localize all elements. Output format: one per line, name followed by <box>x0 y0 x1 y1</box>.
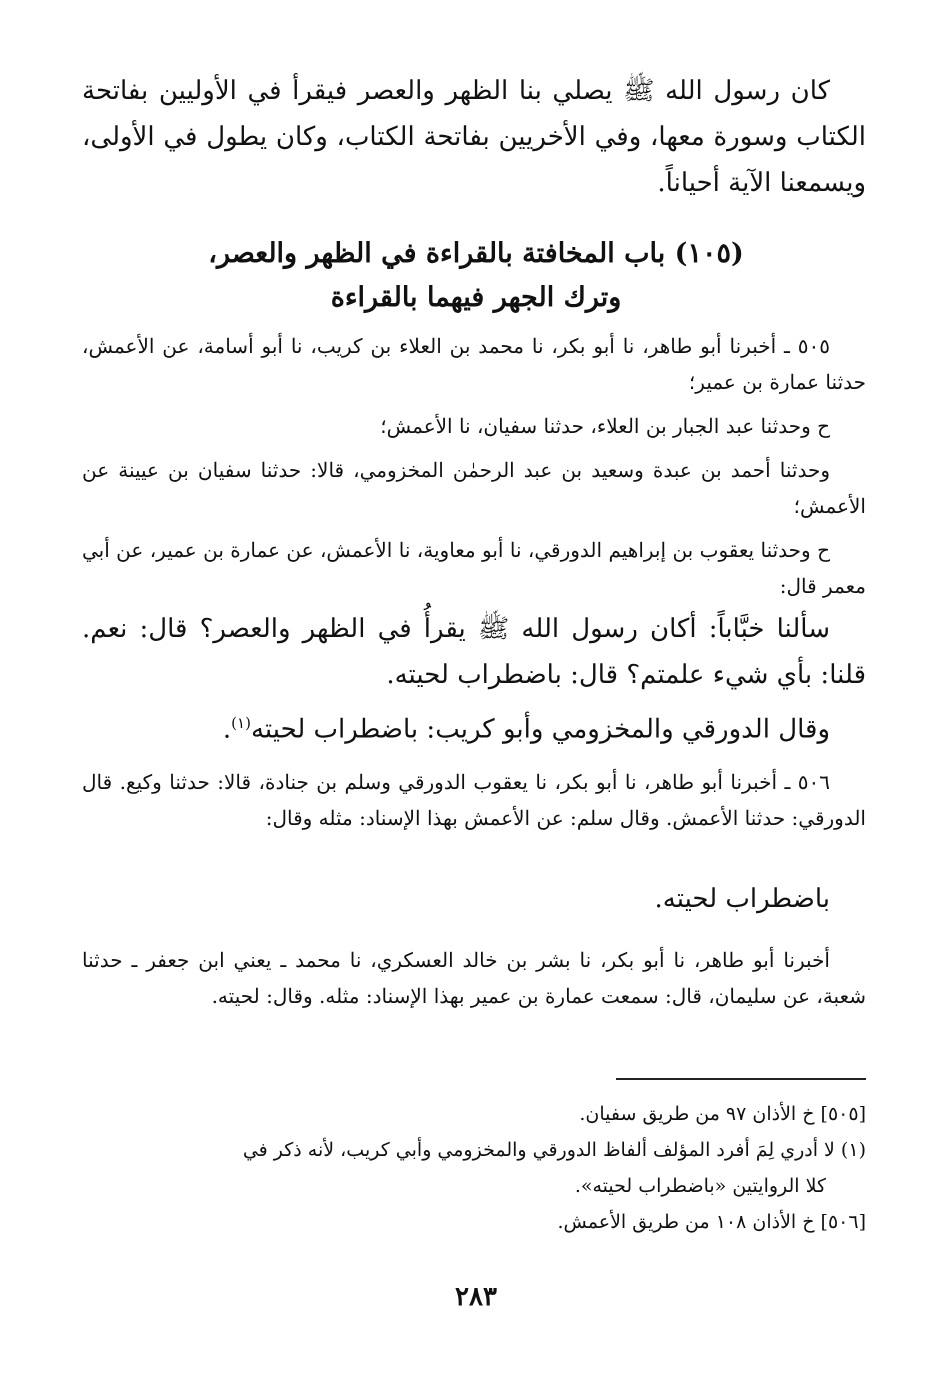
footnote-1-continued: كلا الروايتين «باضطراب لحيته». <box>574 1175 826 1197</box>
footnote-506: [٥٠٦] خ الأذان ١٠٨ من طريق الأعمش. <box>557 1211 866 1233</box>
paragraph-isnad-ha-1 <box>82 408 866 444</box>
paragraph-9: باضطراب لحيته. <box>654 884 830 914</box>
page-number: ٢٨٣ <box>455 1282 497 1312</box>
paragraph-1: كان رسول الله ﷺ يصلي بنا الظهر والعصر فيقرأ في الأوليين بفاتحة الكتاب وسورة معها، وفي الأخريين بفاتحة الكتاب، وكان يطول في الأولى، ويسمعنا الآية أحياناً. <box>82 76 866 198</box>
paragraph-3: ح وحدثنا عبد الجبار بن العلاء، حدثنا سفيان، نا الأعمش؛ <box>380 414 830 438</box>
paragraph-isnad-505 <box>82 328 866 400</box>
footnote-505: [٥٠٥] خ الأذان ٩٧ من طريق سفيان. <box>579 1103 866 1125</box>
paragraph-6: سألنا خبَّاباً: أكان رسول الله ﷺ يقرأُ في الظهر والعصر؟ قال: نعم. قلنا: بأي شيء علمتم؟ قال: باضطراب لحيته. <box>82 614 866 690</box>
paragraph-2: ٥٠٥ ـ أخبرنا أبو طاهر، نا أبو بكر، نا محمد بن العلاء بن كريب، نا أبو أسامة، عن الأعمش، حدثنا عمارة بن عمير؛ <box>82 334 866 394</box>
paragraph-isnad-2 <box>82 452 866 524</box>
paragraph-8: ٥٠٦ ـ أخبرنا أبو طاهر، نا أبو بكر، نا يعقوب الدورقي وسلم بن جنادة، قالا: حدثنا وكيع. قال الدورقي: حدثنا الأعمش. وقال سلم: عن الأعمش بهذا الإسناد: مثله وقال: <box>82 770 866 830</box>
paragraph-7-text: وقال الدورقي والمخزومي وأبو كريب: باضطراب لحيته <box>250 714 830 745</box>
paragraph-variant <box>82 700 866 753</box>
paragraph-isnad-506 <box>82 764 866 836</box>
paragraph-isnad-shuba <box>82 942 866 1014</box>
heading-line-2: وترك الجهر فيهما بالقراءة <box>330 282 622 313</box>
paragraph-10: أخبرنا أبو طاهر، نا أبو بكر، نا بشر بن خالد العسكري، نا محمد ـ يعني ابن جعفر ـ حدثنا شعبة، عن سليمان، قال: سمعت عمارة بن عمير بهذا الإسناد: مثله. وقال: لحيته. <box>82 948 866 1008</box>
footnote-reference[interactable]: (١) <box>231 714 251 732</box>
footnotes-section <box>82 1096 866 1240</box>
paragraph-matn-506 <box>82 876 866 922</box>
footnote-separator <box>616 1078 866 1080</box>
paragraph-7 <box>82 700 866 753</box>
paragraph-7-end: . <box>222 714 232 745</box>
paragraph-matn-khabbab <box>82 606 866 698</box>
footnote-1: (١) لا أدري لِمَ أفرد المؤلف ألفاظ الدورقي والمخزومي وأبي كريب، لأنه ذكر في <box>242 1139 866 1161</box>
chapter-heading <box>82 232 870 320</box>
paragraph-5: ح وحدثنا يعقوب بن إبراهيم الدورقي، نا أبو معاوية، نا الأعمش، عن عمارة بن عمير، عن أبي معمر قال: <box>82 538 866 598</box>
paragraph-isnad-ha-2 <box>82 532 866 604</box>
paragraph-4: وحدثنا أحمد بن عبدة وسعيد بن عبد الرحمٰن المخزومي، قالا: حدثنا سفيان بن عيينة عن الأعمش؛ <box>82 458 866 518</box>
heading-line-1: (١٠٥) باب المخافتة بالقراءة في الظهر والعصر، <box>208 238 744 269</box>
paragraph-hadith-text <box>82 68 866 206</box>
